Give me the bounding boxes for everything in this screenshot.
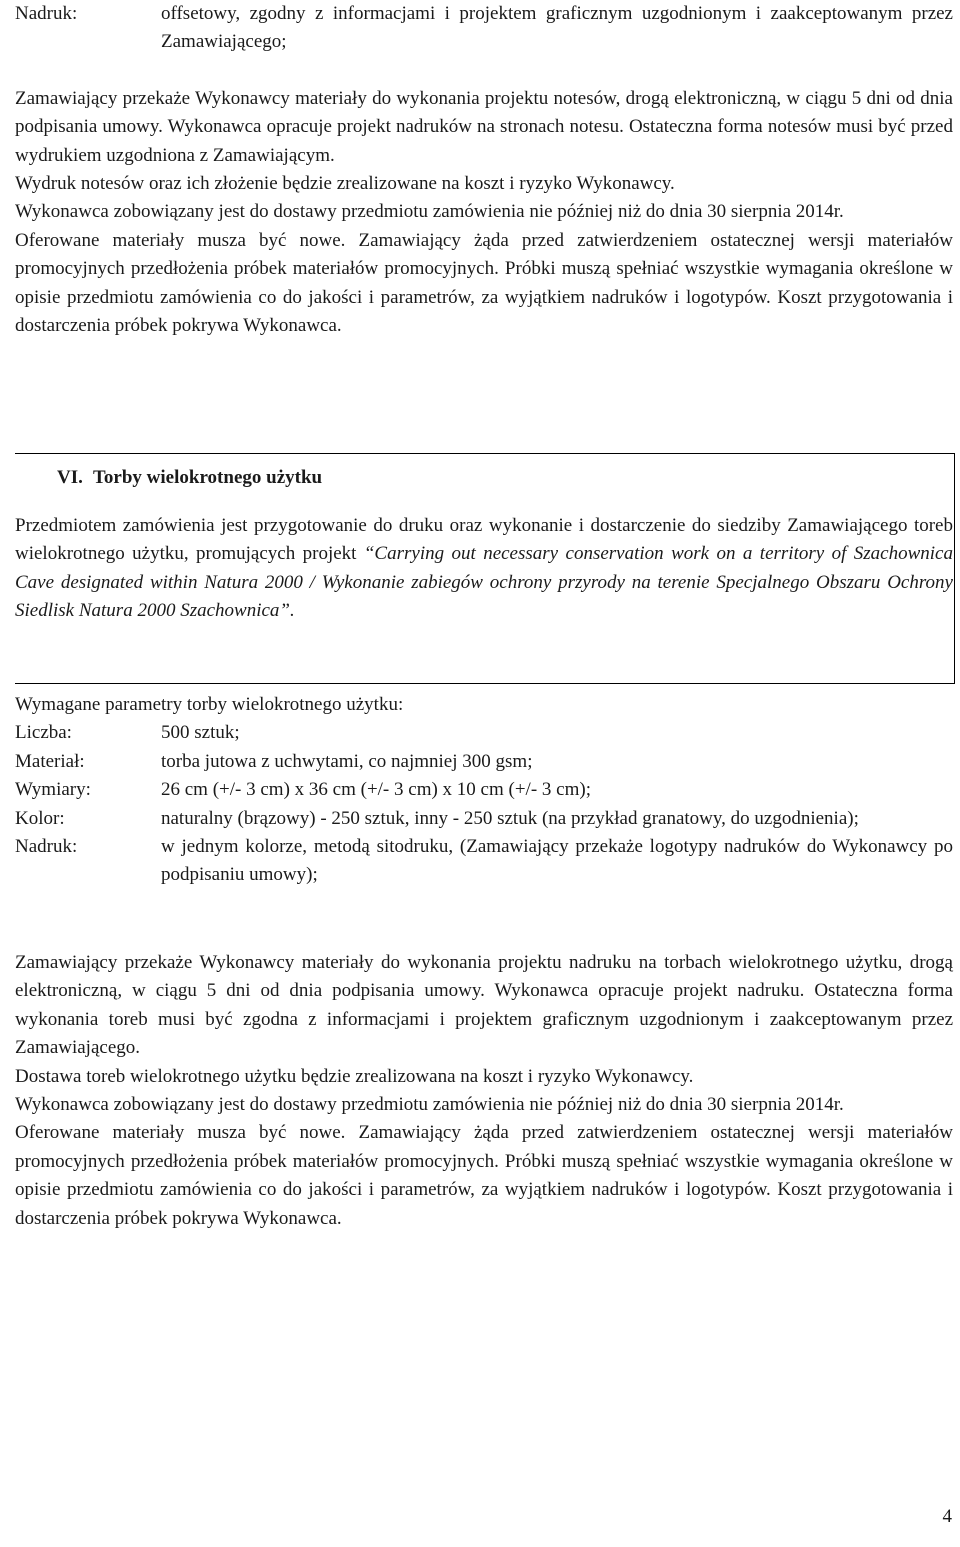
- param-row-quantity: [15, 719, 953, 747]
- param-label: Materiał:: [15, 750, 85, 772]
- param-value: naturalny (brązowy) - 250 sztuk, inny - 250 sztuk (na przykład granatowy, do uzgodnienia);: [161, 807, 859, 829]
- bottom-paragraph-deadline: Wykonawca zobowiązany jest do dostawy przedmiotu zamówienia nie później niż do dnia 30 sierpnia 2014r.: [15, 1094, 844, 1116]
- nadruk-row: [15, 0, 953, 57]
- param-value: 500 sztuk;: [161, 722, 240, 744]
- section-number: VI.: [57, 467, 83, 488]
- section-vi-title: [57, 464, 322, 492]
- param-value: w jednym kolorze, metodą sitodruku, (Zamawiający przekaże logotypy nadruków do Wykonawcy po podpisaniu umowy);: [161, 836, 953, 886]
- section-title: Torby wielokrotnego użytku: [93, 467, 323, 488]
- param-label: Nadruk:: [15, 836, 78, 858]
- param-label: Wymiary:: [15, 779, 91, 801]
- params-block: [15, 691, 953, 890]
- section-vi-intro: [15, 512, 953, 626]
- param-row-print: [15, 833, 953, 890]
- bottom-paragraph-materials: Zamawiający przekaże Wykonawcy materiały do wykonania projektu nadruku na torbach wielokrotnego użytku, drogą elektroniczną, w ciągu 5 dni od dnia podpisania umowy. Wykonawca opracuje projekt nadruku. Ostateczna forma wykonania toreb musi być zgodna z informacjami i projektem graficznym uzgodnionym i zaakceptowanym przez Zamawiającego.: [15, 952, 953, 1059]
- param-label: Liczba:: [15, 722, 72, 744]
- top-paragraph-materials: Zamawiający przekaże Wykonawcy materiały do wykonania projektu notesów, drogą elektroniczną, w ciągu 5 dni od dnia podpisania umowy. Wykonawca opracuje projekt nadruków na stronach notesu. Ostateczna forma notesów musi być przed wydrukiem uzgodniona z Zamawiającym.: [15, 87, 953, 166]
- top-paragraph-samples: Oferowane materiały musza być nowe. Zamawiający żąda przed zatwierdzeniem ostatecznej wersji materiałów promocyjnych przedłożenia próbek materiałów promocyjnych. Próbki muszą spełniać wszystkie wymagania określone w opisie przedmiotu zamówienia co do jakości i parametrów, za wyjątkiem nadruków i logotypów. Koszt przygotowania i dostarczenia próbek pokrywa Wykonawca.: [15, 229, 953, 337]
- top-paragraph-delivery: Wykonawca zobowiązany jest do dostawy przedmiotu zamówienia nie później niż do dnia 30 sierpnia 2014r.: [15, 201, 844, 223]
- param-row-color: [15, 805, 953, 833]
- top-block: [15, 0, 953, 340]
- bottom-block: [15, 949, 953, 1233]
- section-vi-box: [15, 453, 955, 684]
- param-row-dimensions: [15, 776, 953, 804]
- params-heading: Wymagane parametry torby wielokrotnego użytku:: [15, 694, 404, 715]
- page-number: 4: [942, 1506, 952, 1527]
- bottom-paragraph-samples: Oferowane materiały musza być nowe. Zamawiający żąda przed zatwierdzeniem ostatecznej wersji materiałów promocyjnych przedłożenia próbek materiałów promocyjnych. Próbki muszą spełniać wszystkie wymagania określone w opisie przedmiotu zamówienia co do jakości i parametrów, za wyjątkiem nadruków i logotypów. Koszt przygotowania i dostarczenia próbek pokrywa Wykonawca.: [15, 1122, 953, 1229]
- intro-plain: Przedmiotem zamówienia jest przygotowanie do druku oraz wykonanie i dostarczenie do siedziby Zamawiającego toreb wielokrotnego użytku, promujących projekt: [15, 515, 953, 565]
- param-label: Kolor:: [15, 807, 65, 829]
- nadruk-value: offsetowy, zgodny z informacjami i projektem graficznym uzgodnionym i zaakceptowanym przez Zamawiającego;: [161, 3, 953, 53]
- intro-project-title: “Carrying out necessary conservation work on a territory of Szachownica Cave designated within Natura 2000 / Wykonanie zabiegów ochrony przyrody na terenie Specjalnego Obszaru Ochrony Siedlisk Natura 2000 Szachownica”.: [15, 543, 953, 622]
- param-value: torba jutowa z uchwytami, co najmniej 300 gsm;: [161, 750, 533, 772]
- param-row-material: [15, 748, 953, 776]
- param-value: 26 cm (+/- 3 cm) x 36 cm (+/- 3 cm) x 10 cm (+/- 3 cm);: [161, 779, 591, 801]
- nadruk-label: Nadruk:: [15, 3, 78, 24]
- bottom-paragraph-delivery-cost: Dostawa toreb wielokrotnego użytku będzie zrealizowana na koszt i ryzyko Wykonawcy.: [15, 1065, 694, 1087]
- top-paragraph-print: Wydruk notesów oraz ich złożenie będzie zrealizowane na koszt i ryzyko Wykonawcy.: [15, 173, 675, 195]
